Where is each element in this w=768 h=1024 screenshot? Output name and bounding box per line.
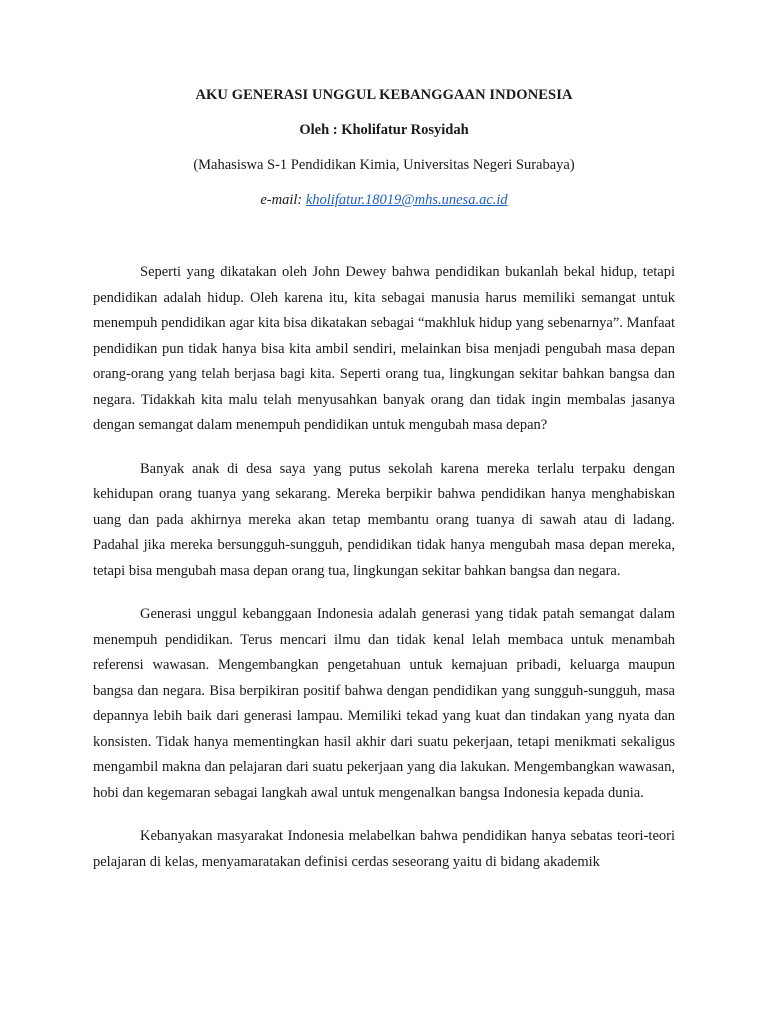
document-title: AKU GENERASI UNGGUL KEBANGGAAN INDONESIA	[195, 87, 573, 103]
author-line: Oleh : Kholifatur Rosyidah	[299, 122, 469, 138]
email-label: e-mail:	[260, 192, 303, 208]
email-line	[0, 192, 768, 209]
paragraph: Banyak anak di desa saya yang putus sekolah karena mereka terlalu terpaku dengan kehidupan orang tuanya yang sekarang. Mereka berpikir bahwa pendidikan hanya menghabiskan uang dan pada akhirnya mereka akan tetap membantu orang tuanya di sawah atau di ladang. Padahal jika mereka bersungguh-sungguh, pendidikan tidak hanya mengubah masa depan mereka, tetapi bisa mengubah masa depan orang tua, lingkungan sekitar bahkan bangsa dan negara.	[93, 460, 675, 579]
email-link[interactable]: kholifatur.18019@mhs.unesa.ac.id	[305, 192, 508, 208]
paragraph: Kebanyakan masyarakat Indonesia melabelkan bahwa pendidikan hanya sebatas teori-teori pelajaran di kelas, menyamaratakan definisi cerdas seseorang yaitu di bidang akademik	[93, 828, 675, 870]
paragraph: Seperti yang dikatakan oleh John Dewey bahwa pendidikan bukanlah bekal hidup, tetapi pendidikan adalah hidup. Oleh karena itu, kita sebagai manusia harus memiliki semangat untuk menempuh pendidikan agar kita bisa dikatakan sebagai “makhluk hidup yang sebenarnya”. Manfaat pendidikan pun tidak hanya bisa kita ambil sendiri, melainkan bisa menjadi pengubah masa depan orang-orang yang telah berjasa bagi kita. Seperti orang tua, lingkungan sekitar bahkan bangsa dan negara. Tidakkah kita malu telah menyusahkan banyak orang dan tidak ingin membalas jasanya dengan semangat dalam menempuh pendidikan untuk mengubah masa depan?	[93, 264, 675, 433]
article-body	[93, 260, 675, 893]
paragraph: Generasi unggul kebanggaan Indonesia adalah generasi yang tidak patah semangat dalam menempuh pendidikan. Terus mencari ilmu dan tidak kenal lelah membaca untuk menambah referensi wawasan. Mengembangkan pengetahuan untuk kemajuan pribadi, keluarga maupun bangsa dan negara. Bisa berpikiran positif bahwa dengan pendidikan yang sungguh-sungguh, masa depannya lebih baik dari generasi lampau. Memiliki tekad yang kuat dan tindakan yang nyata dan konsisten. Tidak hanya mementingkan hasil akhir dari suatu pekerjaan, tetapi menikmati sekaligus mengambil makna dan pelajaran dari suatu pekerjaan yang dia lakukan. Mengembangkan wawasan, hobi dan kegemaran sebagai langkah awal untuk mengenalkan bangsa Indonesia kepada dunia.	[93, 606, 675, 801]
author-affiliation: (Mahasiswa S-1 Pendidikan Kimia, Universitas Negeri Surabaya)	[193, 157, 575, 173]
